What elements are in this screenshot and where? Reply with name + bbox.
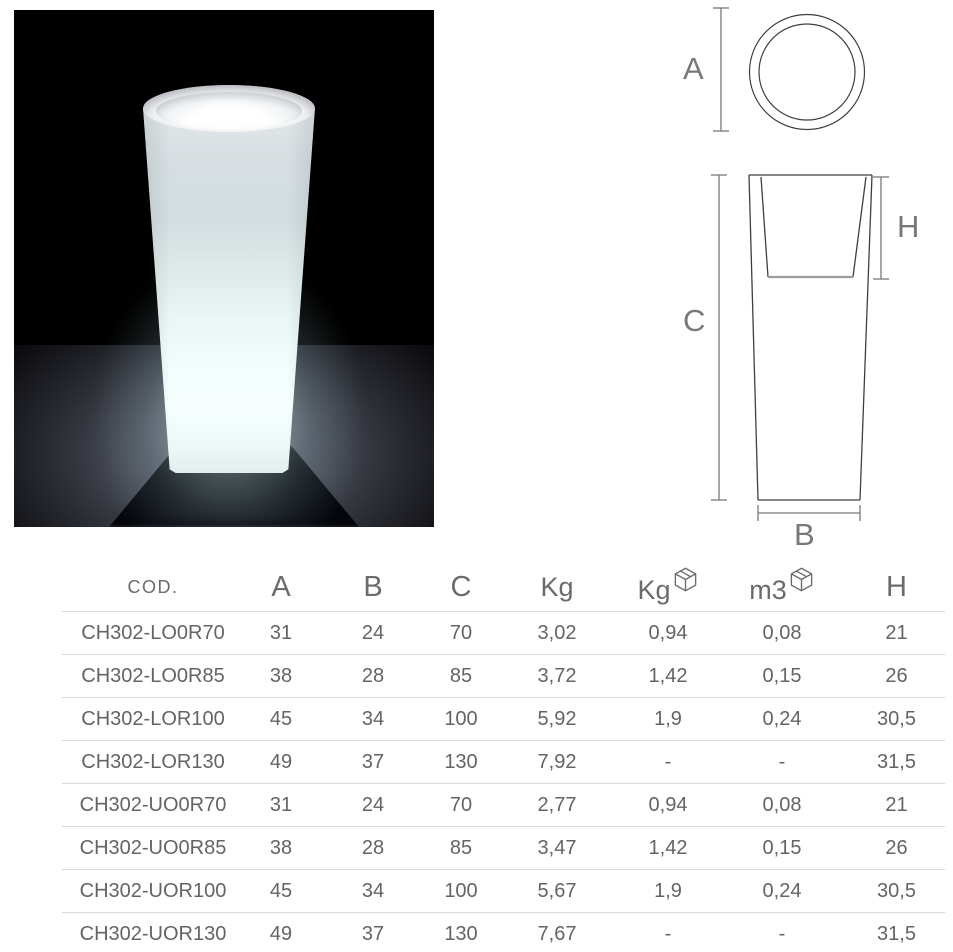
table-row — [62, 655, 945, 698]
cell-kg: 7,92 — [537, 750, 577, 773]
cell-c: 100 — [444, 707, 478, 730]
header-kg-packed — [620, 569, 716, 606]
cell-h: 31,5 — [877, 750, 916, 773]
table-row — [62, 698, 945, 741]
top-view-circle — [750, 15, 865, 130]
cell-kg: 3,72 — [537, 664, 577, 687]
cell-kg: 3,47 — [537, 836, 577, 859]
header-kg: Kg — [540, 571, 574, 602]
label-b: B — [794, 517, 815, 552]
planter-rim — [143, 85, 315, 132]
table-header-row — [62, 563, 945, 612]
cell-kg-packed: 0,94 — [648, 793, 688, 816]
header-c: C — [450, 570, 472, 603]
label-c: C — [683, 303, 706, 338]
table-row — [62, 784, 945, 827]
cell-a: 38 — [269, 836, 293, 859]
table-row — [62, 913, 945, 952]
cell-kg: 3,02 — [537, 621, 577, 644]
table-row — [62, 741, 945, 784]
cell-kg-packed: 1,42 — [648, 664, 688, 687]
cell-b: 34 — [361, 879, 385, 902]
cell-c: 70 — [449, 621, 473, 644]
cell-b: 28 — [361, 664, 385, 687]
cell-kg: 5,67 — [537, 879, 577, 902]
box-icon — [788, 566, 815, 593]
planter-body — [143, 108, 315, 473]
label-h: H — [897, 209, 920, 244]
cell-kg: 2,77 — [537, 793, 577, 816]
cell-c: 70 — [449, 793, 473, 816]
cell-kg: 7,67 — [537, 922, 577, 945]
cell-h: 26 — [885, 664, 908, 687]
cell-a: 45 — [269, 707, 293, 730]
cell-b: 34 — [361, 707, 385, 730]
cell-m3-packed: 0,24 — [762, 707, 802, 730]
cell-cod: CH302-UOR100 — [79, 879, 227, 902]
cell-a: 49 — [269, 750, 293, 773]
cell-cod: CH302-LOR130 — [81, 750, 225, 773]
cell-m3-packed: 0,08 — [762, 793, 802, 816]
cell-cod: CH302-UO0R70 — [79, 793, 227, 816]
header-m3-packed-label: m3 — [749, 574, 787, 605]
cell-b: 24 — [361, 793, 385, 816]
cell-kg-packed: 1,42 — [648, 836, 688, 859]
cell-a: 49 — [269, 922, 293, 945]
spec-table — [62, 563, 945, 952]
cell-cod: CH302-LO0R70 — [81, 621, 225, 644]
dimension-line-c — [711, 175, 727, 500]
table-row — [62, 612, 945, 655]
technical-drawings — [650, 0, 953, 560]
cell-a: 31 — [269, 621, 293, 644]
cell-kg-packed: - — [664, 750, 672, 773]
header-kg-packed-label: Kg — [637, 574, 671, 605]
header-cod: COD. — [127, 576, 179, 597]
header-b: B — [363, 570, 383, 603]
label-a: A — [683, 51, 704, 86]
cell-cod: CH302-UO0R85 — [79, 836, 227, 859]
cell-m3-packed: 0,15 — [762, 664, 802, 687]
cell-h: 21 — [885, 621, 908, 644]
cell-m3-packed: - — [778, 922, 786, 945]
side-view-outline — [749, 175, 872, 500]
cell-h: 31,5 — [877, 922, 916, 945]
table-row — [62, 870, 945, 913]
cell-c: 85 — [449, 664, 473, 687]
cell-h: 21 — [885, 793, 908, 816]
product-photo — [14, 10, 434, 527]
cell-cod: CH302-LO0R85 — [81, 664, 225, 687]
box-icon — [672, 566, 699, 593]
cell-h: 30,5 — [877, 879, 916, 902]
cell-kg-packed: 1,9 — [654, 879, 682, 902]
cell-c: 130 — [444, 750, 478, 773]
cell-cod: CH302-LOR100 — [81, 707, 225, 730]
cell-kg-packed: - — [664, 922, 672, 945]
header-a: A — [271, 570, 291, 603]
cell-m3-packed: - — [778, 750, 786, 773]
planter-rim-inner — [156, 92, 302, 130]
cell-m3-packed: 0,15 — [762, 836, 802, 859]
cell-h: 26 — [885, 836, 908, 859]
cell-a: 38 — [269, 664, 293, 687]
cell-kg-packed: 0,94 — [648, 621, 688, 644]
table-row — [62, 827, 945, 870]
cell-kg: 5,92 — [537, 707, 577, 730]
cell-a: 45 — [269, 879, 293, 902]
cell-h: 30,5 — [877, 707, 916, 730]
cell-c: 130 — [444, 922, 478, 945]
dimension-line-a — [713, 8, 729, 131]
cell-m3-packed: 0,08 — [762, 621, 802, 644]
cell-b: 24 — [361, 621, 385, 644]
cell-kg-packed: 1,9 — [654, 707, 682, 730]
cell-cod: CH302-UOR130 — [79, 922, 227, 945]
cell-b: 37 — [361, 750, 385, 773]
cell-b: 37 — [361, 922, 385, 945]
cell-c: 100 — [444, 879, 478, 902]
header-h: H — [886, 570, 907, 603]
cell-c: 85 — [449, 836, 473, 859]
header-m3-packed — [716, 569, 848, 606]
cell-a: 31 — [269, 793, 293, 816]
cell-m3-packed: 0,24 — [762, 879, 802, 902]
illuminated-planter — [143, 85, 315, 473]
cell-b: 28 — [361, 836, 385, 859]
dimension-line-h — [873, 177, 889, 279]
